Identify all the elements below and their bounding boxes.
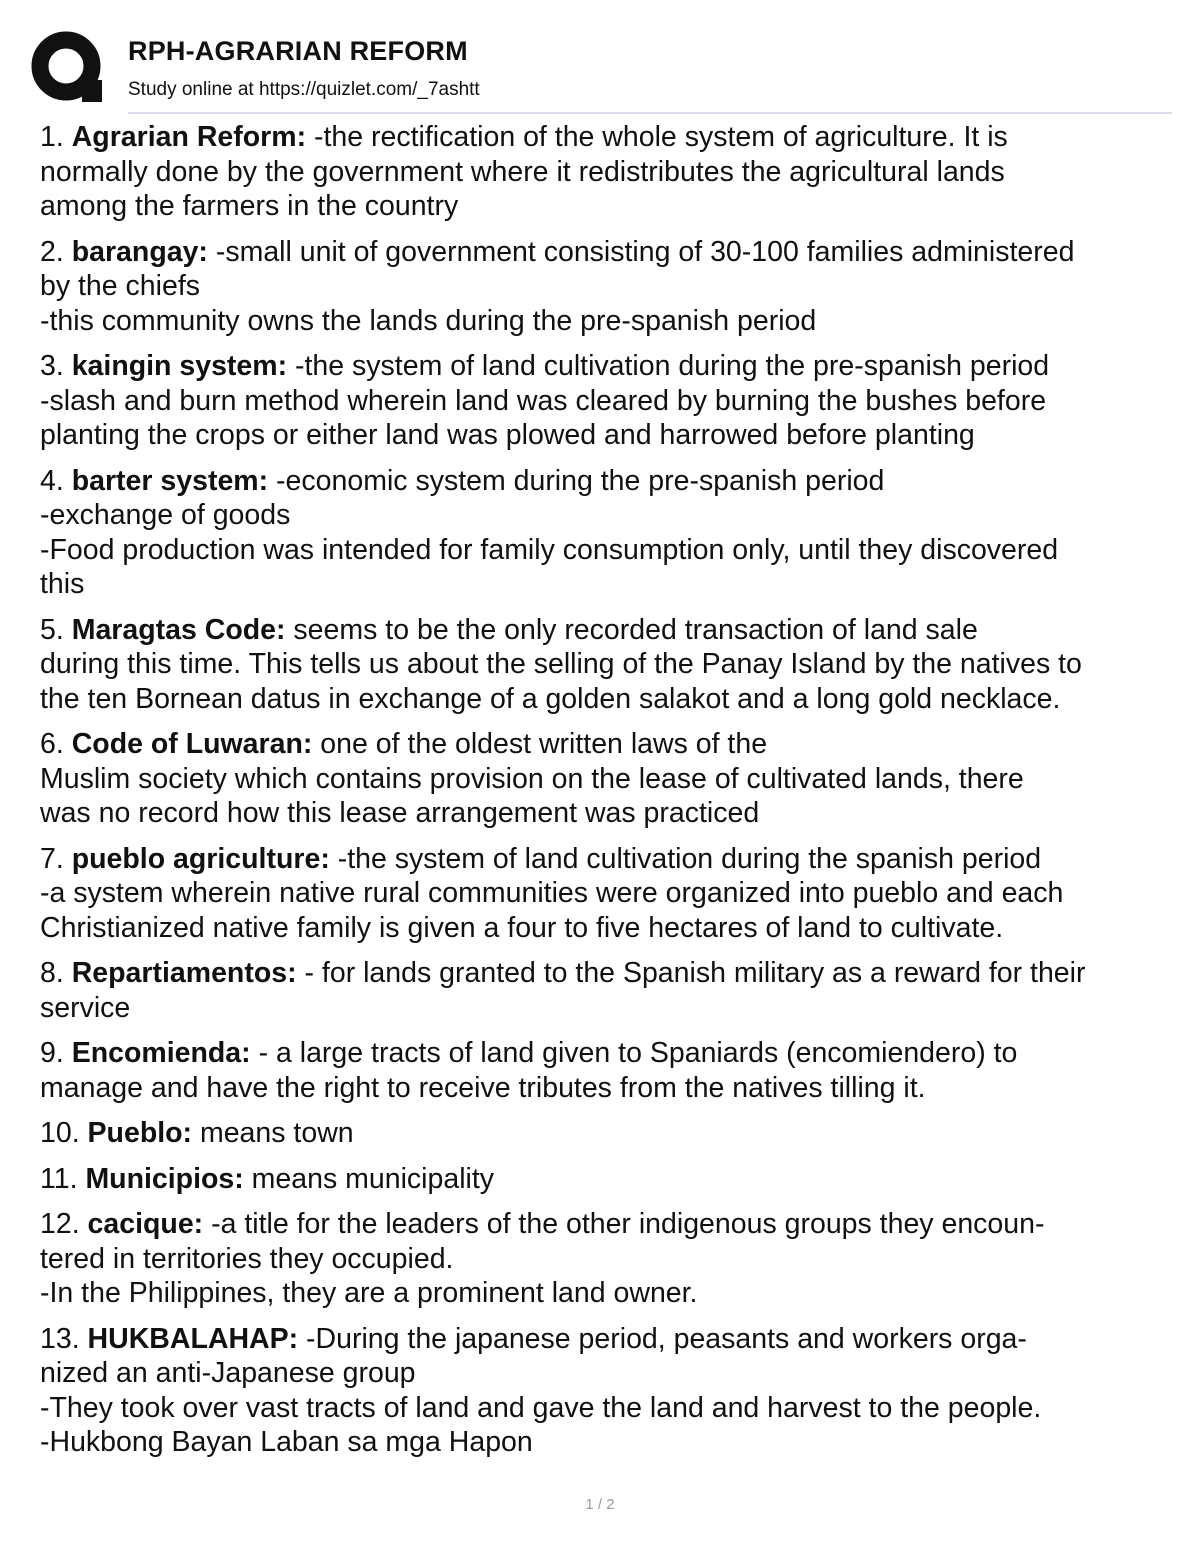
term-first-line: [40, 613, 1170, 648]
term-first-line: [40, 956, 1170, 991]
term-number: 8.: [40, 957, 64, 989]
term-first-line: [40, 1322, 1170, 1357]
term-definition-start: -the system of land cultivation during the pre-spanish period: [287, 350, 1050, 382]
term-number: 1.: [40, 121, 64, 153]
term-item: [40, 727, 1170, 831]
term-number: 13.: [40, 1322, 80, 1355]
term-first-line: [40, 1116, 1170, 1151]
term-number: 9.: [40, 1037, 64, 1069]
header-divider: [128, 112, 1172, 114]
term-item: [40, 1162, 1170, 1197]
term-name: Encomienda:: [71, 1037, 251, 1069]
study-online-link[interactable]: Study online at https://quizlet.com/_7ashtt: [128, 79, 480, 100]
term-definition-line: planting the crops or either land was plowed and harrowed before planting: [40, 419, 975, 451]
term-definition-start: means town: [192, 1117, 354, 1149]
term-name: Municipios:: [85, 1162, 244, 1195]
quizlet-logo-icon: [30, 28, 106, 104]
term-name: pueblo agriculture:: [71, 842, 330, 875]
term-number: 2.: [40, 235, 64, 268]
term-name: kaingin system:: [71, 350, 288, 382]
term-definition-line: -Hukbong Bayan Laban sa mga Hapon: [40, 1426, 533, 1458]
term-item: [40, 1207, 1170, 1311]
term-name: barter system:: [71, 464, 269, 497]
document-title: RPH-AGRARIAN REFORM: [128, 36, 468, 66]
term-name: Maragtas Code:: [71, 613, 286, 646]
term-first-line: [40, 235, 1170, 270]
term-first-line: [40, 1036, 1170, 1071]
term-item: [40, 956, 1170, 1025]
term-definition-line: manage and have the right to receive tributes from the natives tilling it.: [40, 1071, 926, 1104]
term-definition-start: means municipality: [243, 1162, 495, 1195]
term-first-line: [40, 1162, 1170, 1197]
term-item: [40, 1036, 1170, 1105]
term-name: Code of Luwaran:: [71, 728, 313, 760]
term-definition-line: -In the Philippines, they are a prominent land owner.: [40, 1277, 698, 1309]
term-item: [40, 235, 1170, 339]
term-item: [40, 349, 1170, 453]
term-item: [40, 842, 1170, 946]
term-definition-line: -this community owns the lands during the pre-spanish period: [40, 304, 817, 337]
term-item: [40, 1116, 1170, 1151]
term-definition-start: -the system of land cultivation during the spanish period: [329, 842, 1042, 875]
page-indicator: 1 / 2: [585, 1496, 615, 1513]
term-number: 3.: [40, 350, 64, 382]
term-first-line: [40, 120, 1170, 155]
term-definition-line: Christianized native family is given a four to five hectares of land to cultivate.: [40, 911, 1004, 944]
term-number: 4.: [40, 464, 64, 497]
term-definition-line: -They took over vast tracts of land and gave the land and harvest to the people.: [40, 1391, 1042, 1424]
term-number: 7.: [40, 842, 64, 875]
term-definition-line: by the chiefs: [40, 270, 201, 302]
term-name: Pueblo:: [87, 1117, 193, 1149]
term-name: HUKBALAHAP:: [87, 1322, 299, 1355]
term-definition-line: normally done by the government where it redistributes the agricultural lands: [40, 155, 1005, 188]
term-definition-line: this: [40, 568, 85, 600]
term-definition-line: tered in territories they occupied.: [40, 1242, 454, 1275]
term-definition-line: during this time. This tells us about the selling of the Panay Island by the natives to: [40, 648, 1082, 680]
term-name: Agrarian Reform:: [71, 121, 307, 153]
term-number: 6.: [40, 728, 64, 760]
term-definition-line: among the farmers in the country: [40, 190, 459, 222]
term-number: 5.: [40, 613, 64, 646]
term-definition-line: -exchange of goods: [40, 499, 291, 531]
term-first-line: [40, 349, 1170, 384]
term-item: [40, 1322, 1170, 1460]
term-definition-start: one of the oldest written laws of the: [312, 728, 768, 760]
term-first-line: [40, 464, 1170, 499]
term-definition-line: the ten Bornean datus in exchange of a golden salakot and a long gold necklace.: [40, 682, 1061, 715]
term-item: [40, 120, 1170, 224]
term-definition-start: -the rectification of the whole system of agriculture. It is: [306, 121, 1008, 153]
term-number: 12.: [40, 1208, 80, 1240]
terms-list: [40, 120, 1170, 1471]
term-definition-line: service: [40, 991, 131, 1024]
document-header: [30, 28, 1172, 112]
term-definition-start: - a large tracts of land given to Spaniards (encomiendero) to: [250, 1037, 1018, 1069]
term-item: [40, 613, 1170, 717]
term-definition-start: -a title for the leaders of the other indigenous groups they encoun-: [203, 1208, 1045, 1240]
term-definition-start: -small unit of government consisting of 30-100 families administered: [207, 235, 1075, 268]
term-first-line: [40, 842, 1170, 877]
term-definition-start: -During the japanese period, peasants and workers orga-: [298, 1322, 1027, 1355]
term-definition-start: -economic system during the pre-spanish period: [268, 464, 885, 497]
term-name: Repartiamentos:: [71, 957, 297, 989]
term-definition-line: nized an anti-Japanese group: [40, 1357, 416, 1389]
term-definition-start: seems to be the only recorded transaction of land sale: [285, 613, 978, 646]
term-first-line: [40, 727, 1170, 762]
term-name: barangay:: [71, 235, 208, 268]
term-definition-start: - for lands granted to the Spanish military as a reward for their: [296, 957, 1086, 989]
term-definition-line: Muslim society which contains provision on the lease of cultivated lands, there: [40, 762, 1024, 795]
term-first-line: [40, 1207, 1170, 1242]
term-number: 10.: [40, 1117, 80, 1149]
term-definition-line: -slash and burn method wherein land was cleared by burning the bushes before: [40, 384, 1047, 417]
term-name: cacique:: [87, 1208, 204, 1240]
term-definition-line: was no record how this lease arrangement was practiced: [40, 797, 760, 829]
term-definition-line: -a system wherein native rural communities were organized into pueblo and each: [40, 877, 1064, 909]
term-item: [40, 464, 1170, 602]
term-number: 11.: [40, 1162, 78, 1195]
term-definition-line: -Food production was intended for family consumption only, until they discovered: [40, 533, 1059, 566]
